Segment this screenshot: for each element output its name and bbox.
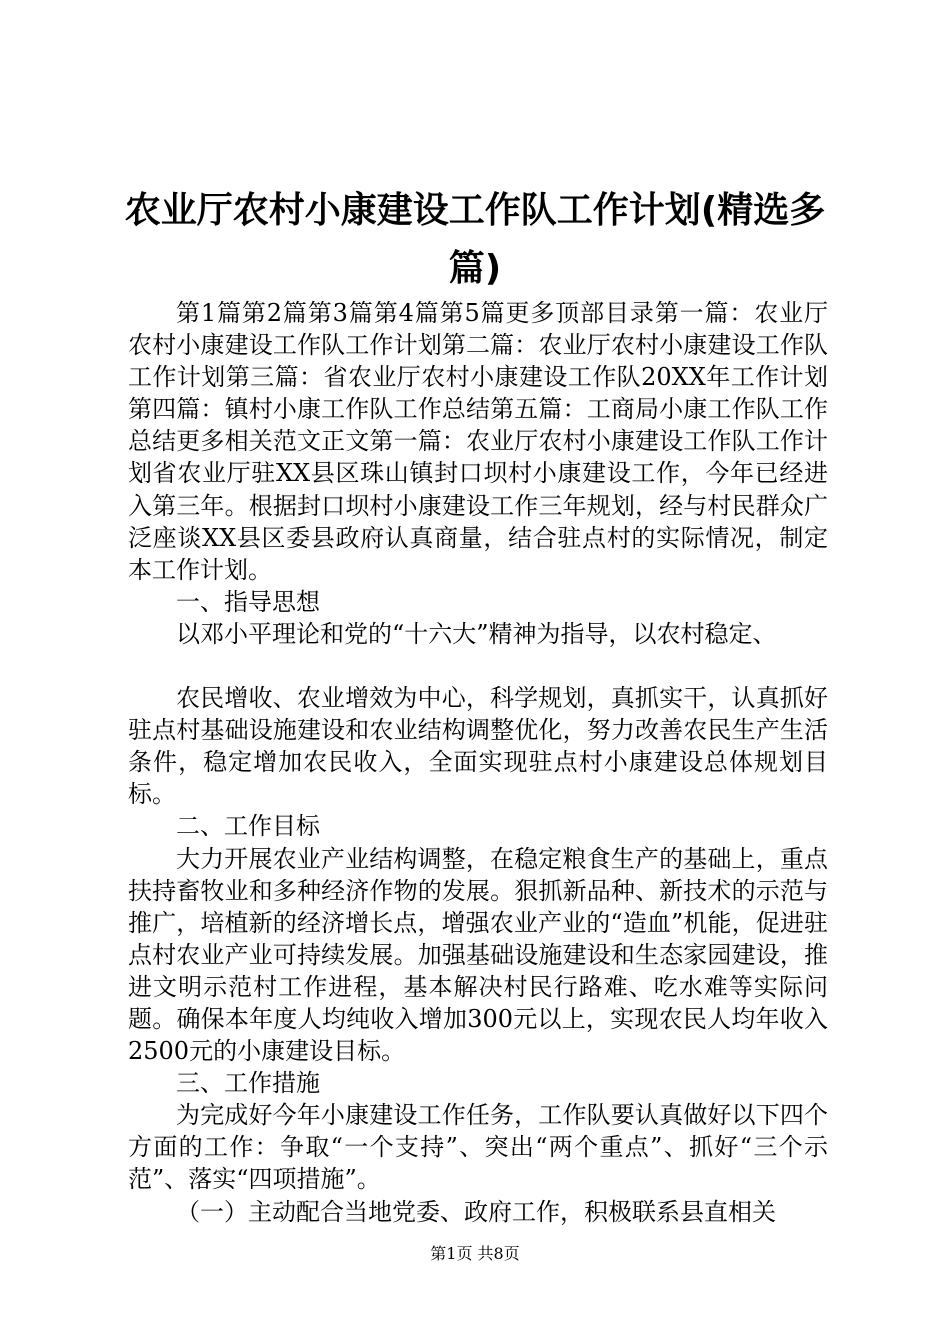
document-body: [128, 297, 828, 1228]
paragraph-measure-one: （一）主动配合当地党委、政府工作，积极联系县直相关: [176, 1197, 776, 1226]
heading-work-measures: 三、工作措施: [176, 1069, 320, 1098]
paragraph-guiding-ideology: 以邓小平理论和党的“十六大”精神为指导，以农村稳定、: [176, 619, 777, 648]
document-title-line-2: 篇): [448, 248, 502, 289]
paragraph-work-measures: 为完成好今年小康建设工作任务，工作队要认真做好以下四个方面的工作：争取“一个支持”、突出“两个重点”、抓好“三个示范”、落实“四项措施”。: [128, 1101, 828, 1194]
heading-guiding-ideology: 一、指导思想: [176, 587, 320, 616]
paragraph-toc-intro: 第1篇第2篇第3篇第4篇第5篇更多顶部目录第一篇：农业厅农村小康建设工作队工作计划第二篇：农业厅农村小康建设工作队工作计划第三篇：省农业厅农村小康建设工作队20XX年工作计划第四篇：镇村小康工作队工作总结第五篇：工商局小康工作队工作总结更多相关范文正文第一篇：农业厅农村小康建设工作队工作计划省农业厅驻XX县区珠山镇封口坝村小康建设工作，今年已经进入第三年。根据封口坝村小康建设工作三年规划，经与村民群众广泛座谈XX县区委县政府认真商量，结合驻点村的实际情况，制定本工作计划。: [128, 299, 828, 584]
paragraph-guiding-ideology-cont: 农民增收、农业增效为中心，科学规划，真抓实干，认真抓好驻点村基础设施建设和农业结构调整优化，努力改善农民生产生活条件，稳定增加农民收入，全面实现驻点村小康建设总体规划目标。: [128, 684, 828, 809]
document-title-line-1: 农业厅农村小康建设工作队工作计划(精选多: [124, 190, 826, 231]
page-number-footer: 第1页 共8页: [430, 1244, 520, 1263]
paragraph-work-goals: 大力开展农业产业结构调整，在稳定粮食生产的基础上，重点扶持畜牧业和多种经济作物的发展。狠抓新品种、新技术的示范与推广，培植新的经济增长点，增强农业产业的“造血”机能，促进驻点村农业产业可持续发展。加强基础设施建设和生态家园建设，推进文明示范村工作进程，基本解决村民行路难、吃水难等实际问题。确保本年度人均纯收入增加300元以上，实现农民人均年收入2500元的小康建设目标。: [128, 844, 828, 1066]
heading-work-goals: 二、工作目标: [176, 812, 320, 841]
